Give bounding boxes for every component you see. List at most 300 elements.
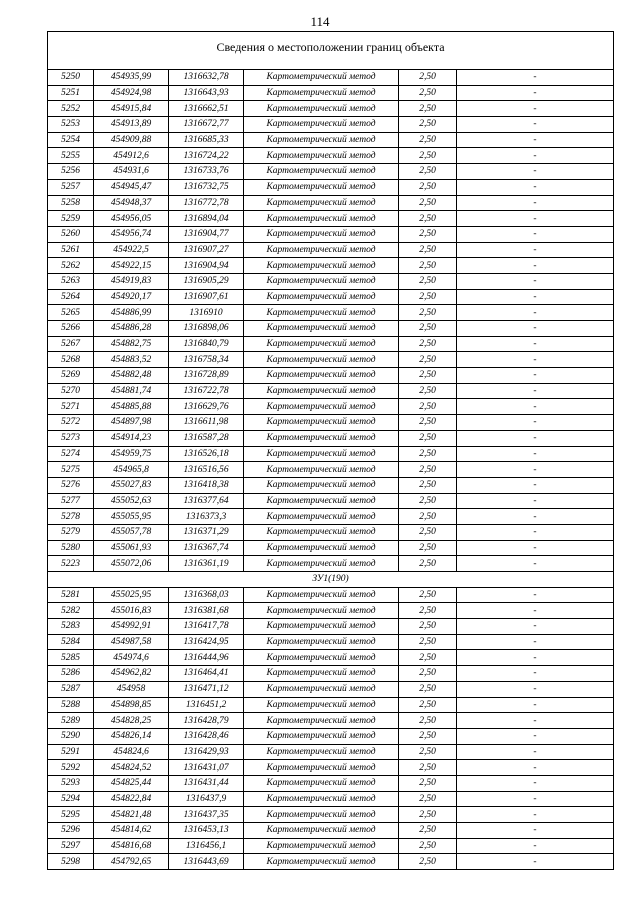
accuracy-cell: 2,50 [399,211,457,227]
section-row [48,572,614,588]
x-coordinate-cell: 454792,65 [94,854,169,870]
method-cell: Картометрический метод [244,242,399,258]
point-number-cell: 5271 [48,399,94,415]
point-number-cell: 5250 [48,70,94,86]
accuracy-cell: 2,50 [399,446,457,462]
point-number-cell: 5255 [48,148,94,164]
x-coordinate-cell: 454897,98 [94,415,169,431]
point-number-cell: 5256 [48,164,94,180]
method-cell: Картометрический метод [244,540,399,556]
point-number-cell: 5280 [48,540,94,556]
description-cell: - [457,242,614,258]
description-cell: - [457,462,614,478]
point-number-cell: 5252 [48,101,94,117]
point-number-cell: 5297 [48,838,94,854]
method-cell: Картометрический метод [244,728,399,744]
description-cell: - [457,70,614,86]
description-cell: - [457,509,614,525]
table-row [48,823,614,839]
x-coordinate-cell: 454920,17 [94,289,169,305]
table-body [48,32,614,870]
accuracy-cell: 2,50 [399,336,457,352]
y-coordinate-cell: 1316373,3 [169,509,244,525]
method-cell: Картометрический метод [244,117,399,133]
point-number-cell: 5284 [48,634,94,650]
accuracy-cell: 2,50 [399,807,457,823]
y-coordinate-cell: 1316898,06 [169,321,244,337]
method-cell: Картометрический метод [244,321,399,337]
y-coordinate-cell: 1316417,78 [169,619,244,635]
method-cell: Картометрический метод [244,85,399,101]
method-cell: Картометрический метод [244,823,399,839]
table-row [48,430,614,446]
table-row [48,650,614,666]
point-number-cell: 5286 [48,666,94,682]
method-cell: Картометрический метод [244,148,399,164]
accuracy-cell: 2,50 [399,493,457,509]
method-cell: Картометрический метод [244,164,399,180]
description-cell: - [457,368,614,384]
point-number-cell: 5274 [48,446,94,462]
method-cell: Картометрический метод [244,493,399,509]
table-row [48,305,614,321]
x-coordinate-cell: 454922,5 [94,242,169,258]
description-cell: - [457,854,614,870]
x-coordinate-cell: 454974,6 [94,650,169,666]
table-row [48,148,614,164]
description-cell: - [457,823,614,839]
description-cell: - [457,634,614,650]
method-cell: Картометрический метод [244,258,399,274]
y-coordinate-cell: 1316428,46 [169,728,244,744]
accuracy-cell: 2,50 [399,415,457,431]
y-coordinate-cell: 1316733,76 [169,164,244,180]
table-row [48,101,614,117]
accuracy-cell: 2,50 [399,477,457,493]
point-number-cell: 5258 [48,195,94,211]
accuracy-cell: 2,50 [399,258,457,274]
x-coordinate-cell: 454956,05 [94,211,169,227]
method-cell: Картометрический метод [244,211,399,227]
accuracy-cell: 2,50 [399,289,457,305]
method-cell: Картометрический метод [244,838,399,854]
table-row [48,838,614,854]
y-coordinate-cell: 1316437,35 [169,807,244,823]
accuracy-cell: 2,50 [399,666,457,682]
y-coordinate-cell: 1316685,33 [169,132,244,148]
method-cell: Картометрический метод [244,791,399,807]
accuracy-cell: 2,50 [399,85,457,101]
x-coordinate-cell: 454987,58 [94,634,169,650]
description-cell: - [457,211,614,227]
description-cell: - [457,728,614,744]
y-coordinate-cell: 1316910 [169,305,244,321]
y-coordinate-cell: 1316643,93 [169,85,244,101]
accuracy-cell: 2,50 [399,117,457,133]
table-row [48,713,614,729]
table-row [48,446,614,462]
point-number-cell: 5275 [48,462,94,478]
description-cell: - [457,85,614,101]
method-cell: Картометрический метод [244,556,399,572]
x-coordinate-cell: 454821,48 [94,807,169,823]
table-row [48,179,614,195]
method-cell: Картометрический метод [244,744,399,760]
table-row [48,195,614,211]
table-row [48,273,614,289]
description-cell: - [457,148,614,164]
y-coordinate-cell: 1316444,96 [169,650,244,666]
y-coordinate-cell: 1316526,18 [169,446,244,462]
x-coordinate-cell: 454922,15 [94,258,169,274]
point-number-cell: 5270 [48,383,94,399]
point-number-cell: 5287 [48,681,94,697]
y-coordinate-cell: 1316722,78 [169,383,244,399]
description-cell: - [457,556,614,572]
description-cell: - [457,383,614,399]
y-coordinate-cell: 1316907,61 [169,289,244,305]
table-row [48,321,614,337]
method-cell: Картометрический метод [244,305,399,321]
x-coordinate-cell: 454965,8 [94,462,169,478]
description-cell: - [457,807,614,823]
x-coordinate-cell: 454881,74 [94,383,169,399]
point-number-cell: 5279 [48,524,94,540]
point-number-cell: 5267 [48,336,94,352]
table-row [48,556,614,572]
method-cell: Картометрический метод [244,807,399,823]
method-cell: Картометрический метод [244,101,399,117]
y-coordinate-cell: 1316758,34 [169,352,244,368]
accuracy-cell: 2,50 [399,760,457,776]
description-cell: - [457,289,614,305]
y-coordinate-cell: 1316611,98 [169,415,244,431]
table-row [48,619,614,635]
y-coordinate-cell: 1316632,78 [169,70,244,86]
accuracy-cell: 2,50 [399,321,457,337]
table-row [48,509,614,525]
x-coordinate-cell: 454958 [94,681,169,697]
description-cell: - [457,477,614,493]
x-coordinate-cell: 455072,06 [94,556,169,572]
point-number-cell: 5253 [48,117,94,133]
accuracy-cell: 2,50 [399,462,457,478]
y-coordinate-cell: 1316424,95 [169,634,244,650]
point-number-cell: 5292 [48,760,94,776]
description-cell: - [457,697,614,713]
table-row [48,242,614,258]
point-number-cell: 5290 [48,728,94,744]
accuracy-cell: 2,50 [399,70,457,86]
x-coordinate-cell: 454883,52 [94,352,169,368]
description-cell: - [457,321,614,337]
y-coordinate-cell: 1316368,03 [169,587,244,603]
method-cell: Картометрический метод [244,383,399,399]
method-cell: Картометрический метод [244,509,399,525]
method-cell: Картометрический метод [244,336,399,352]
x-coordinate-cell: 454825,44 [94,775,169,791]
y-coordinate-cell: 1316443,69 [169,854,244,870]
table-row [48,226,614,242]
x-coordinate-cell: 454924,98 [94,85,169,101]
x-coordinate-cell: 454814,62 [94,823,169,839]
x-coordinate-cell: 455027,83 [94,477,169,493]
table-header-row [48,32,614,70]
accuracy-cell: 2,50 [399,823,457,839]
table-row [48,383,614,399]
table-row [48,399,614,415]
x-coordinate-cell: 454914,23 [94,430,169,446]
table-row [48,791,614,807]
accuracy-cell: 2,50 [399,242,457,258]
x-coordinate-cell: 454948,37 [94,195,169,211]
accuracy-cell: 2,50 [399,179,457,195]
method-cell: Картометрический метод [244,132,399,148]
point-number-cell: 5294 [48,791,94,807]
table-row [48,493,614,509]
point-number-cell: 5259 [48,211,94,227]
x-coordinate-cell: 455025,95 [94,587,169,603]
description-cell: - [457,744,614,760]
accuracy-cell: 2,50 [399,399,457,415]
y-coordinate-cell: 1316471,12 [169,681,244,697]
description-cell: - [457,399,614,415]
description-cell: - [457,619,614,635]
method-cell: Картометрический метод [244,650,399,666]
point-number-cell: 5251 [48,85,94,101]
y-coordinate-cell: 1316840,79 [169,336,244,352]
point-number-cell: 5289 [48,713,94,729]
x-coordinate-cell: 454885,88 [94,399,169,415]
y-coordinate-cell: 1316428,79 [169,713,244,729]
method-cell: Картометрический метод [244,854,399,870]
table-row [48,117,614,133]
method-cell: Картометрический метод [244,619,399,635]
table-row [48,477,614,493]
x-coordinate-cell: 454816,68 [94,838,169,854]
y-coordinate-cell: 1316381,68 [169,603,244,619]
method-cell: Картометрический метод [244,430,399,446]
method-cell: Картометрический метод [244,446,399,462]
description-cell: - [457,493,614,509]
description-cell: - [457,838,614,854]
table-row [48,258,614,274]
description-cell: - [457,430,614,446]
point-number-cell: 5298 [48,854,94,870]
table-row [48,164,614,180]
method-cell: Картометрический метод [244,587,399,603]
description-cell: - [457,195,614,211]
accuracy-cell: 2,50 [399,634,457,650]
x-coordinate-cell: 454882,75 [94,336,169,352]
method-cell: Картометрический метод [244,226,399,242]
table-title: Сведения о местоположении границ объекта [48,32,614,70]
table-row [48,368,614,384]
description-cell: - [457,681,614,697]
table-row [48,634,614,650]
table-row [48,211,614,227]
description-cell: - [457,791,614,807]
x-coordinate-cell: 455057,78 [94,524,169,540]
point-number-cell: 5257 [48,179,94,195]
accuracy-cell: 2,50 [399,509,457,525]
point-number-cell: 5264 [48,289,94,305]
y-coordinate-cell: 1316587,28 [169,430,244,446]
y-coordinate-cell: 1316728,89 [169,368,244,384]
point-number-cell: 5272 [48,415,94,431]
x-coordinate-cell: 454826,14 [94,728,169,744]
description-cell: - [457,226,614,242]
y-coordinate-cell: 1316516,56 [169,462,244,478]
description-cell: - [457,258,614,274]
accuracy-cell: 2,50 [399,728,457,744]
y-coordinate-cell: 1316453,13 [169,823,244,839]
accuracy-cell: 2,50 [399,273,457,289]
point-number-cell: 5295 [48,807,94,823]
method-cell: Картометрический метод [244,713,399,729]
method-cell: Картометрический метод [244,666,399,682]
description-cell: - [457,179,614,195]
table-row [48,587,614,603]
x-coordinate-cell: 454886,99 [94,305,169,321]
x-coordinate-cell: 454945,47 [94,179,169,195]
x-coordinate-cell: 454824,6 [94,744,169,760]
accuracy-cell: 2,50 [399,650,457,666]
description-cell: - [457,775,614,791]
description-cell: - [457,101,614,117]
table-row [48,728,614,744]
x-coordinate-cell: 455055,95 [94,509,169,525]
method-cell: Картометрический метод [244,195,399,211]
x-coordinate-cell: 454956,74 [94,226,169,242]
description-cell: - [457,760,614,776]
description-cell: - [457,132,614,148]
table-row [48,744,614,760]
point-number-cell: 5288 [48,697,94,713]
x-coordinate-cell: 455016,83 [94,603,169,619]
accuracy-cell: 2,50 [399,744,457,760]
table-row [48,415,614,431]
point-number-cell: 5285 [48,650,94,666]
description-cell: - [457,666,614,682]
y-coordinate-cell: 1316904,77 [169,226,244,242]
method-cell: Картометрический метод [244,462,399,478]
accuracy-cell: 2,50 [399,697,457,713]
y-coordinate-cell: 1316451,2 [169,697,244,713]
table-row [48,352,614,368]
table-row [48,807,614,823]
table-row [48,775,614,791]
accuracy-cell: 2,50 [399,226,457,242]
y-coordinate-cell: 1316894,04 [169,211,244,227]
method-cell: Картометрический метод [244,368,399,384]
accuracy-cell: 2,50 [399,775,457,791]
x-coordinate-cell: 454909,88 [94,132,169,148]
x-coordinate-cell: 454931,6 [94,164,169,180]
accuracy-cell: 2,50 [399,430,457,446]
accuracy-cell: 2,50 [399,524,457,540]
description-cell: - [457,273,614,289]
table-row [48,681,614,697]
x-coordinate-cell: 454824,52 [94,760,169,776]
accuracy-cell: 2,50 [399,132,457,148]
x-coordinate-cell: 454822,84 [94,791,169,807]
y-coordinate-cell: 1316629,76 [169,399,244,415]
table-row [48,524,614,540]
y-coordinate-cell: 1316367,74 [169,540,244,556]
y-coordinate-cell: 1316431,44 [169,775,244,791]
method-cell: Картометрический метод [244,634,399,650]
table-row [48,85,614,101]
section-label: ЗУ1(190) [48,572,614,588]
accuracy-cell: 2,50 [399,540,457,556]
point-number-cell: 5276 [48,477,94,493]
point-number-cell: 5278 [48,509,94,525]
method-cell: Картометрический метод [244,477,399,493]
accuracy-cell: 2,50 [399,619,457,635]
point-number-cell: 5277 [48,493,94,509]
table-row [48,289,614,305]
accuracy-cell: 2,50 [399,305,457,321]
x-coordinate-cell: 454962,82 [94,666,169,682]
accuracy-cell: 2,50 [399,854,457,870]
x-coordinate-cell: 454912,6 [94,148,169,164]
y-coordinate-cell: 1316732,75 [169,179,244,195]
table-row [48,462,614,478]
x-coordinate-cell: 454919,83 [94,273,169,289]
description-cell: - [457,603,614,619]
x-coordinate-cell: 454992,91 [94,619,169,635]
method-cell: Картометрический метод [244,760,399,776]
y-coordinate-cell: 1316907,27 [169,242,244,258]
table-row [48,854,614,870]
table-row [48,697,614,713]
description-cell: - [457,415,614,431]
point-number-cell: 5261 [48,242,94,258]
y-coordinate-cell: 1316905,29 [169,273,244,289]
method-cell: Картометрический метод [244,697,399,713]
y-coordinate-cell: 1316672,77 [169,117,244,133]
table-row [48,760,614,776]
accuracy-cell: 2,50 [399,148,457,164]
method-cell: Картометрический метод [244,603,399,619]
table-row [48,603,614,619]
point-number-cell: 5263 [48,273,94,289]
method-cell: Картометрический метод [244,399,399,415]
accuracy-cell: 2,50 [399,603,457,619]
description-cell: - [457,305,614,321]
point-number-cell: 5273 [48,430,94,446]
y-coordinate-cell: 1316772,78 [169,195,244,211]
point-number-cell: 5254 [48,132,94,148]
table-row [48,540,614,556]
method-cell: Картометрический метод [244,524,399,540]
description-cell: - [457,587,614,603]
description-cell: - [457,336,614,352]
accuracy-cell: 2,50 [399,713,457,729]
x-coordinate-cell: 454898,85 [94,697,169,713]
accuracy-cell: 2,50 [399,791,457,807]
method-cell: Картометрический метод [244,775,399,791]
description-cell: - [457,713,614,729]
point-number-cell: 5269 [48,368,94,384]
method-cell: Картометрический метод [244,681,399,697]
description-cell: - [457,446,614,462]
x-coordinate-cell: 454959,75 [94,446,169,462]
accuracy-cell: 2,50 [399,556,457,572]
point-number-cell: 5282 [48,603,94,619]
x-coordinate-cell: 454935,99 [94,70,169,86]
